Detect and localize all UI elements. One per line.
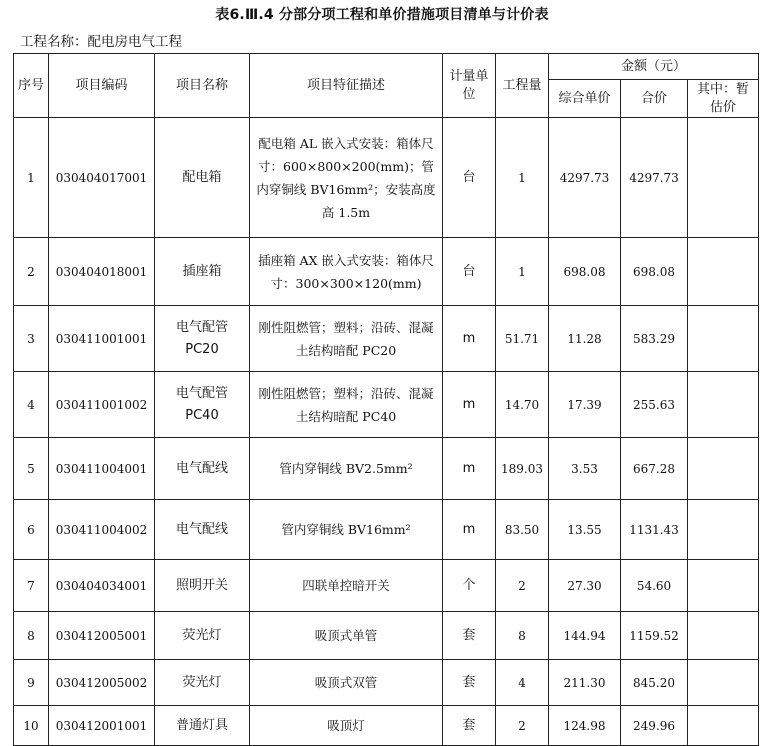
table-row (14, 560, 759, 612)
row-unit: m (443, 306, 496, 372)
table-row (14, 660, 759, 706)
row-seq: 9 (14, 660, 49, 706)
header-seq: 序号 (14, 54, 49, 118)
row-name: 插座箱 (155, 238, 250, 306)
row-seq: 6 (14, 500, 49, 560)
row-desc: 吸顶灯 (250, 706, 443, 746)
row-qty: 1 (496, 118, 549, 238)
row-unit-price: 211.30 (549, 660, 621, 706)
row-desc: 四联单控暗开关 (250, 560, 443, 612)
header-unit: 计量单位 (443, 54, 496, 118)
row-total: 249.96 (621, 706, 688, 746)
table-row (14, 612, 759, 660)
header-desc: 项目特征描述 (250, 54, 443, 118)
row-qty: 14.70 (496, 372, 549, 438)
row-code: 030412005001 (49, 612, 155, 660)
row-qty: 189.03 (496, 438, 549, 500)
row-code: 030411004001 (49, 438, 155, 500)
row-desc: 插座箱 AX 嵌入式安装：箱体尺寸：300×300×120(mm) (250, 238, 443, 306)
row-seq: 5 (14, 438, 49, 500)
row-unit: m (443, 500, 496, 560)
row-total: 4297.73 (621, 118, 688, 238)
row-provisional (688, 500, 759, 560)
row-desc: 配电箱 AL 嵌入式安装：箱体尺寸：600×800×200(mm)；管内穿铜线 BV16mm²；安装高度高 1.5m (250, 118, 443, 238)
table-title: 表6.Ⅲ.4 分部分项工程和单价措施项目清单与计价表 (215, 7, 549, 23)
row-total: 845.20 (621, 660, 688, 706)
row-qty: 2 (496, 560, 549, 612)
table-row (14, 372, 759, 438)
row-name: 荧光灯 (155, 660, 250, 706)
row-seq: 2 (14, 238, 49, 306)
table-row (14, 706, 759, 746)
row-provisional (688, 118, 759, 238)
row-provisional (688, 660, 759, 706)
row-total: 1131.43 (621, 500, 688, 560)
row-unit-price: 4297.73 (549, 118, 621, 238)
row-seq: 10 (14, 706, 49, 746)
bill-of-quantities-table (13, 53, 759, 746)
project-name: 工程名称：配电房电气工程 (20, 34, 182, 50)
row-name: 电气配管 PC20 (155, 306, 250, 372)
row-provisional (688, 438, 759, 500)
table-row (14, 118, 759, 238)
row-unit-price: 3.53 (549, 438, 621, 500)
row-provisional (688, 706, 759, 746)
header-amount: 金额（元） (549, 54, 759, 80)
row-name: 电气配管 PC40 (155, 372, 250, 438)
row-seq: 8 (14, 612, 49, 660)
row-seq: 4 (14, 372, 49, 438)
header-provisional: 其中：暂估价 (688, 80, 759, 118)
row-code: 030412005002 (49, 660, 155, 706)
table-row (14, 438, 759, 500)
row-provisional (688, 238, 759, 306)
row-qty: 2 (496, 706, 549, 746)
row-qty: 51.71 (496, 306, 549, 372)
row-total: 583.29 (621, 306, 688, 372)
row-desc: 吸顶式双管 (250, 660, 443, 706)
row-code: 030411004002 (49, 500, 155, 560)
row-total: 1159.52 (621, 612, 688, 660)
row-unit-price: 698.08 (549, 238, 621, 306)
row-total: 667.28 (621, 438, 688, 500)
header-code: 项目编码 (49, 54, 155, 118)
row-seq: 3 (14, 306, 49, 372)
header-name: 项目名称 (155, 54, 250, 118)
row-desc: 刚性阻燃管；塑料；沿砖、混凝土结构暗配 PC40 (250, 372, 443, 438)
row-unit: 套 (443, 660, 496, 706)
row-total: 255.63 (621, 372, 688, 438)
row-provisional (688, 372, 759, 438)
row-name: 电气配线 (155, 438, 250, 500)
row-code: 030404034001 (49, 560, 155, 612)
row-code: 030411001001 (49, 306, 155, 372)
row-name: 照明开关 (155, 560, 250, 612)
row-qty: 8 (496, 612, 549, 660)
row-desc: 刚性阻燃管；塑料；沿砖、混凝土结构暗配 PC20 (250, 306, 443, 372)
table-row (14, 500, 759, 560)
row-desc: 吸顶式单管 (250, 612, 443, 660)
row-provisional (688, 560, 759, 612)
row-unit-price: 17.39 (549, 372, 621, 438)
row-name: 荧光灯 (155, 612, 250, 660)
table-row (14, 306, 759, 372)
row-name: 配电箱 (155, 118, 250, 238)
row-unit-price: 11.28 (549, 306, 621, 372)
header-unit-price: 综合单价 (549, 80, 621, 118)
row-qty: 1 (496, 238, 549, 306)
row-seq: 1 (14, 118, 49, 238)
row-unit: 套 (443, 612, 496, 660)
row-code: 030404017001 (49, 118, 155, 238)
row-unit: m (443, 372, 496, 438)
row-qty: 4 (496, 660, 549, 706)
row-unit-price: 13.55 (549, 500, 621, 560)
row-qty: 83.50 (496, 500, 549, 560)
row-desc: 管内穿铜线 BV16mm² (250, 500, 443, 560)
row-provisional (688, 306, 759, 372)
row-desc: 管内穿铜线 BV2.5mm² (250, 438, 443, 500)
row-unit: 台 (443, 238, 496, 306)
row-code: 030412001001 (49, 706, 155, 746)
row-unit: 台 (443, 118, 496, 238)
row-unit-price: 124.98 (549, 706, 621, 746)
row-code: 030404018001 (49, 238, 155, 306)
row-unit: 套 (443, 706, 496, 746)
row-name: 普通灯具 (155, 706, 250, 746)
row-provisional (688, 612, 759, 660)
header-total: 合价 (621, 80, 688, 118)
row-code: 030411001002 (49, 372, 155, 438)
header-qty: 工程量 (496, 54, 549, 118)
row-seq: 7 (14, 560, 49, 612)
row-total: 54.60 (621, 560, 688, 612)
row-unit-price: 144.94 (549, 612, 621, 660)
table-row (14, 238, 759, 306)
row-unit: m (443, 438, 496, 500)
row-unit-price: 27.30 (549, 560, 621, 612)
row-unit: 个 (443, 560, 496, 612)
row-total: 698.08 (621, 238, 688, 306)
row-name: 电气配线 (155, 500, 250, 560)
